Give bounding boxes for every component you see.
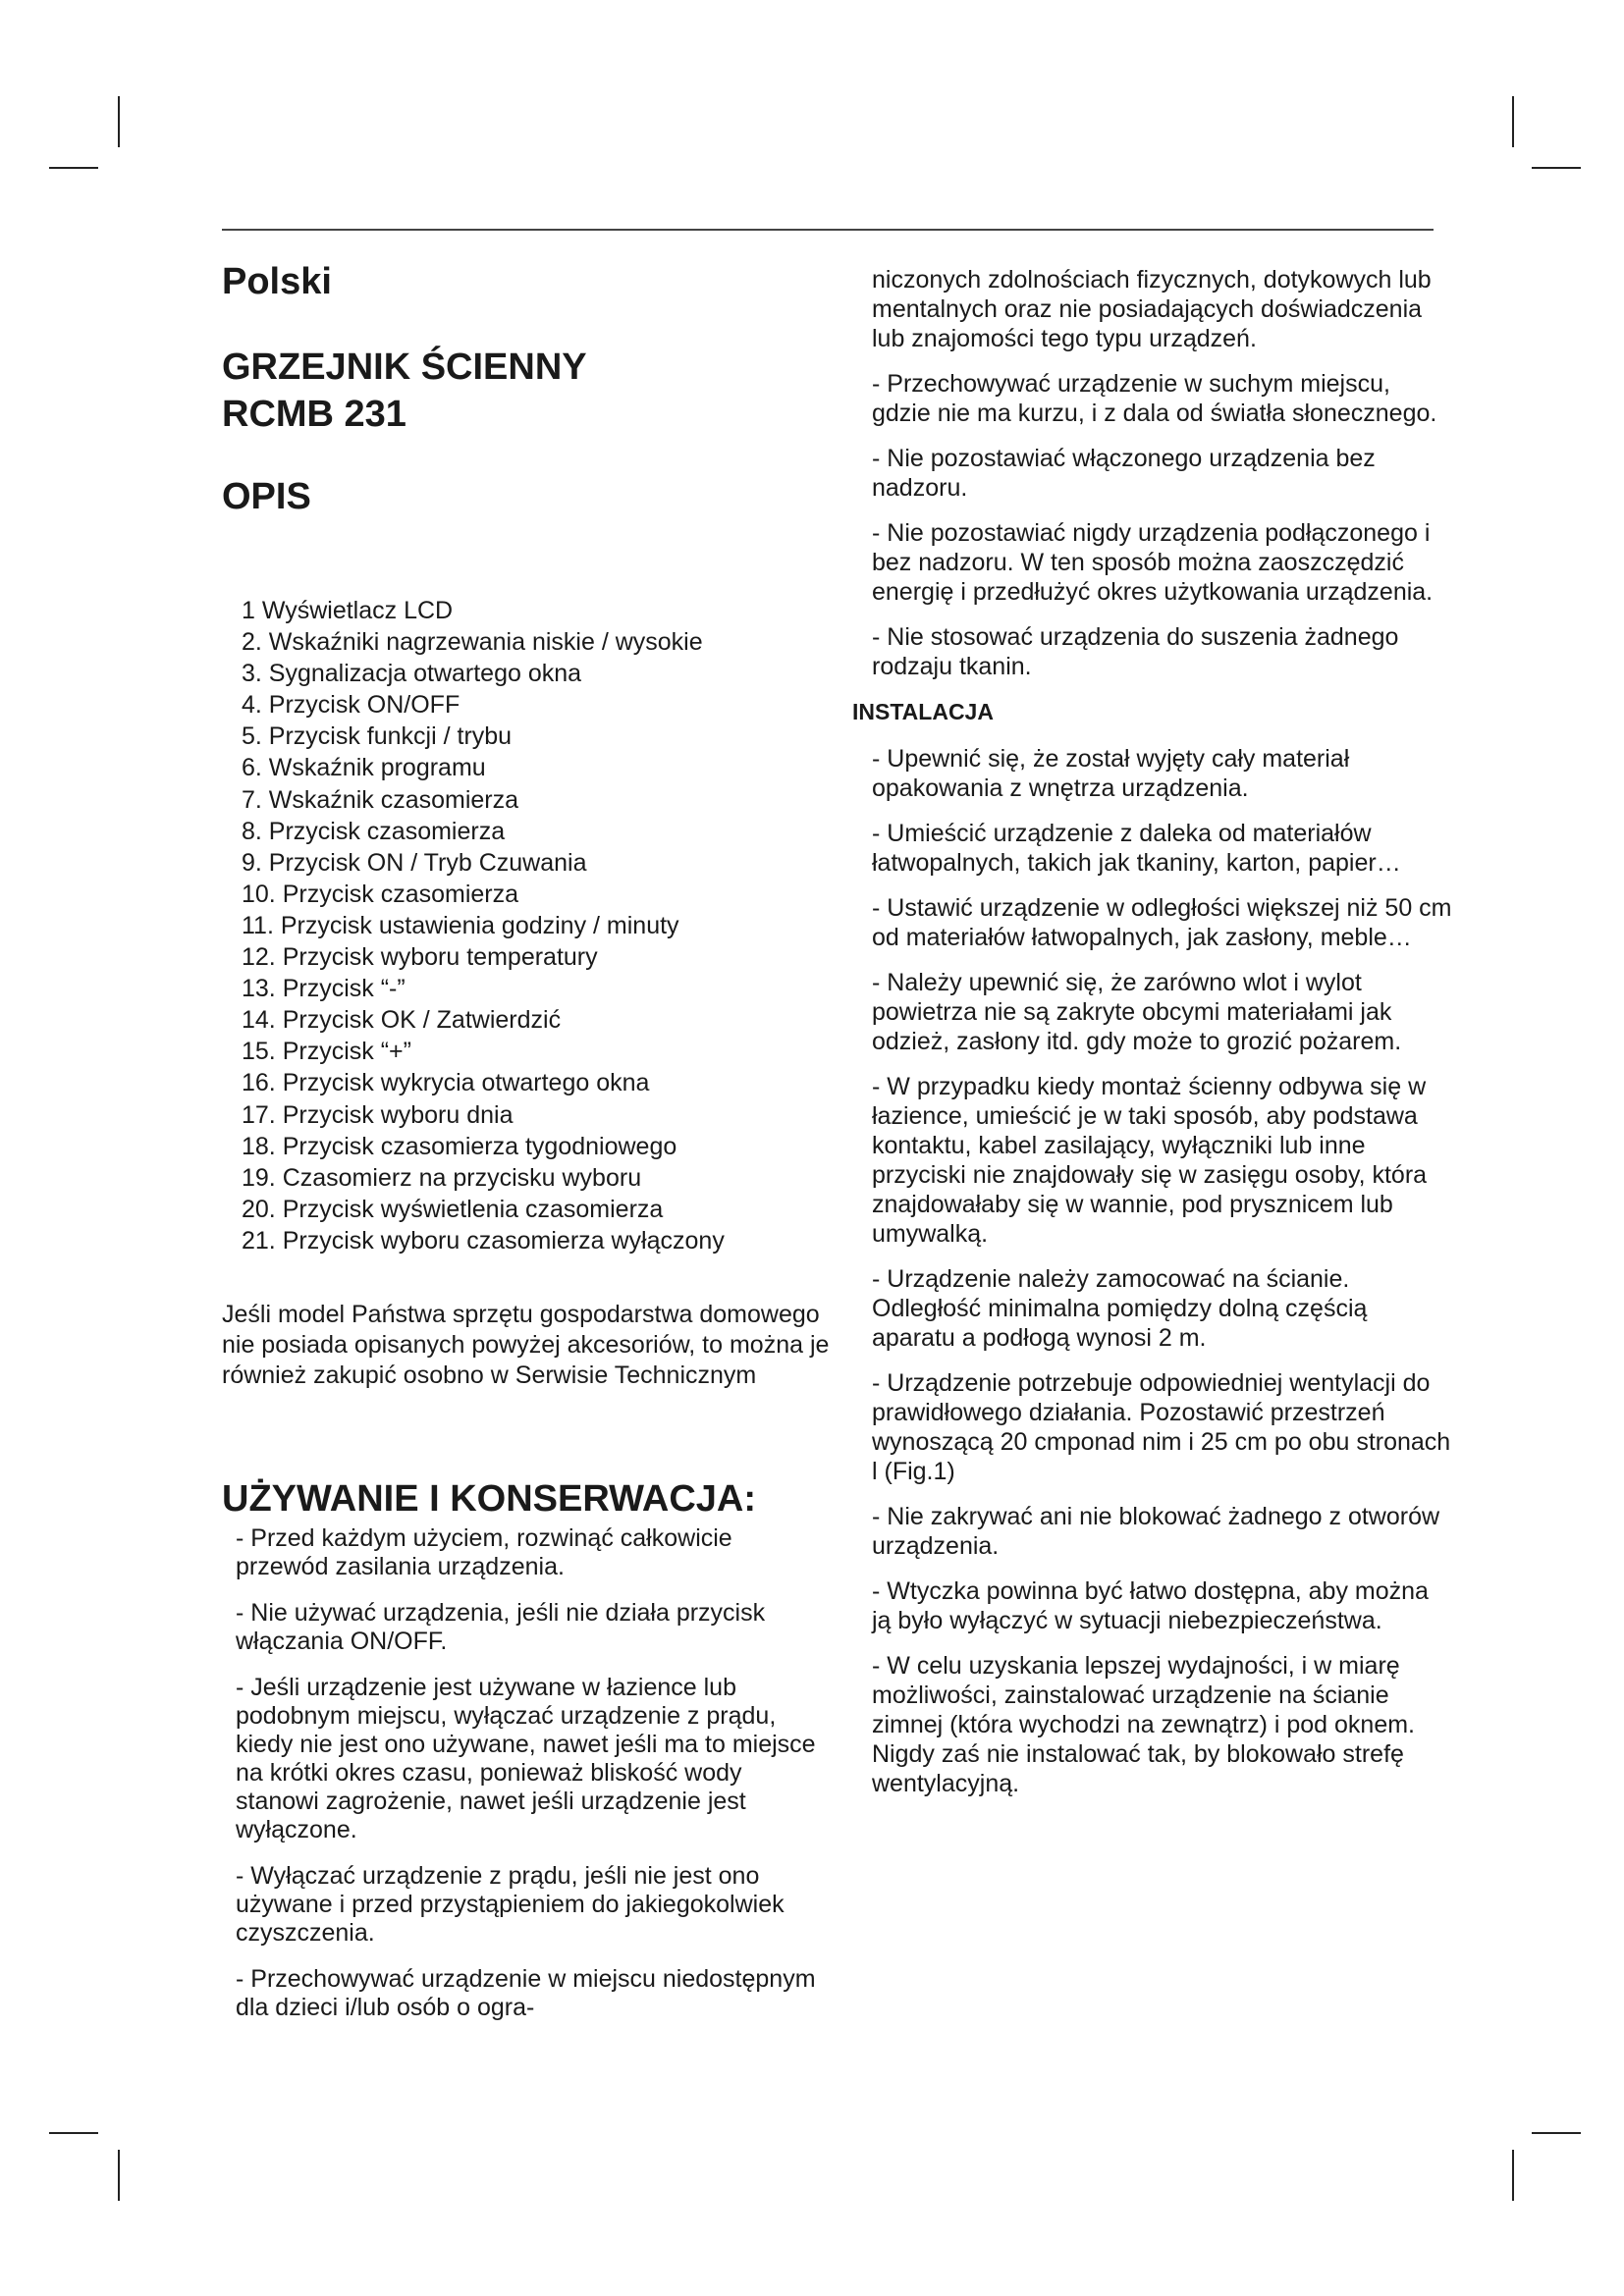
list-item: 4. Przycisk ON/OFF bbox=[242, 691, 460, 720]
accessories-note: Jeśli model Państwa sprzętu gospodarstwa domowego nie posiada opisanych powyżej akcesoriów, to można je również zakupić osobno w Serwisie Technicznym bbox=[222, 1300, 830, 1389]
list-item: 3. Sygnalizacja otwartego okna bbox=[242, 660, 582, 688]
product-model: RCMB 231 bbox=[222, 394, 406, 435]
list-item: 6. Wskaźnik programu bbox=[242, 754, 486, 782]
list-item: 12. Przycisk wyboru temperatury bbox=[242, 943, 598, 972]
crop-mark-bottom-right-h bbox=[1532, 2132, 1581, 2134]
list-item: 8. Przycisk czasomierza bbox=[242, 817, 506, 845]
list-item: - W celu uzyskania lepszej wydajności, i w miarę możliwości, zainstalować urządzenie na ścianie zimnej (która wychodzi na zewnątrz) i pod oknem. Nigdy zaś nie instalować tak, by blokowało strefę wentylacyjną. bbox=[872, 1652, 1416, 1797]
list-item: - Wyłączać urządzenie z prądu, jeśli nie jest ono używane i przed przystąpieniem do jakiegokolwiek czyszczenia. bbox=[236, 1861, 785, 1947]
list-item: 16. Przycisk wykrycia otwartego okna bbox=[242, 1069, 650, 1097]
list-item: - Nie stosować urządzenia do suszenia żadnego rodzaju tkanin. bbox=[872, 623, 1399, 680]
list-item: - Urządzenie należy zamocować na ścianie. Odległość minimalna pomiędzy dolną częścią aparatu a podłogą wynosi 2 m. bbox=[872, 1265, 1368, 1352]
list-item: - Upewnić się, że został wyjęty cały materiał opakowania z wnętrza urządzenia. bbox=[872, 745, 1350, 802]
list-item: - Urządzenie potrzebuje odpowiedniej wentylacji do prawidłowego działania. Pozostawić przestrzeń wynoszącą 20 cmponad nim i 25 cm po obu stronach l (Fig.1) bbox=[872, 1369, 1451, 1485]
usage-list bbox=[236, 1524, 831, 2022]
section-heading-usage: UŻYWANIE I KONSERWACJA: bbox=[222, 1477, 757, 1520]
list-item: - Nie zakrywać ani nie blokować żadnego z otworów urządzenia. bbox=[872, 1503, 1440, 1560]
crop-mark-bottom-right-v bbox=[1512, 2150, 1514, 2201]
crop-mark-bottom-left-h bbox=[49, 2132, 98, 2134]
list-item: 19. Czasomierz na przycisku wyboru bbox=[242, 1163, 642, 1192]
left-column bbox=[222, 257, 831, 2040]
section-heading-installation: INSTALACJA bbox=[852, 699, 994, 724]
list-item: 5. Przycisk funkcji / trybu bbox=[242, 722, 513, 751]
list-item: 20. Przycisk wyświetlenia czasomierza bbox=[242, 1195, 664, 1223]
right-column bbox=[852, 265, 1453, 1814]
list-item: 13. Przycisk “-” bbox=[242, 975, 406, 1003]
usage-list-continued bbox=[864, 369, 1453, 681]
crop-mark-top-left-h bbox=[49, 167, 98, 169]
product-title bbox=[222, 344, 831, 438]
crop-mark-top-right-v bbox=[1512, 96, 1514, 147]
list-item: - Przed każdym użyciem, rozwinąć całkowicie przewód zasilania urządzenia. bbox=[236, 1523, 732, 1580]
product-title-line1: GRZEJNIK ŚCIENNY bbox=[222, 347, 587, 388]
list-item: 11. Przycisk ustawienia godziny / minuty bbox=[242, 911, 679, 939]
list-item: 17. Przycisk wyboru dnia bbox=[242, 1100, 514, 1129]
list-item: - Wtyczka powinna być łatwo dostępna, aby można ją było wyłączyć w sytuacji niebezpieczeństwa. bbox=[872, 1577, 1429, 1634]
list-item: 18. Przycisk czasomierza tygodniowego bbox=[242, 1132, 677, 1160]
list-item: - Nie używać urządzenia, jeśli nie działa przycisk włączania ON/OFF. bbox=[236, 1598, 766, 1655]
list-item: - Ustawić urządzenie w odległości większej niż 50 cm od materiałów łatwopalnych, jak zasłony, meble… bbox=[872, 894, 1452, 951]
list-item: - Przechowywać urządzenie w miejscu niedostępnym dla dzieci i/lub osób o ogra- bbox=[236, 1964, 816, 2021]
list-item: - Przechowywać urządzenie w suchym miejscu, gdzie nie ma kurzu, i z dala od światła słonecznego. bbox=[872, 370, 1437, 427]
list-item: 10. Przycisk czasomierza bbox=[242, 880, 519, 908]
crop-mark-bottom-left-v bbox=[118, 2150, 120, 2201]
crop-mark-top-right-h bbox=[1532, 167, 1581, 169]
crop-mark-top-left-v bbox=[118, 96, 120, 147]
list-item: 21. Przycisk wyboru czasomierza wyłączony bbox=[242, 1226, 725, 1255]
section-heading-opis: OPIS bbox=[222, 476, 311, 517]
installation-list bbox=[864, 744, 1453, 1798]
list-item: 7. Wskaźnik czasomierza bbox=[242, 785, 519, 814]
list-item: 9. Przycisk ON / Tryb Czuwania bbox=[242, 848, 587, 877]
list-item: - Nie pozostawiać nigdy urządzenia podłączonego i bez nadzoru. W ten sposób można zaoszczędzić energię i przedłużyć okres użytkowania urządzenia. bbox=[872, 519, 1434, 606]
header-rule bbox=[222, 229, 1434, 231]
list-item: 14. Przycisk OK / Zatwierdzić bbox=[242, 1006, 562, 1035]
list-item: - Nie pozostawiać włączonego urządzenia bez nadzoru. bbox=[872, 445, 1376, 502]
list-item: - Jeśli urządzenie jest używane w łazience lub podobnym miejscu, wyłączać urządzenie z prądu, kiedy nie jest ono używane, nawet jeśli ma to miejsce na krótki okres czasu, ponieważ bliskość wody stanowi zagrożenie, nawet jeśli urządzenie jest wyłączone. bbox=[236, 1673, 816, 1843]
usage-continuation: niczonych zdolnościach fizycznych, dotykowych lub mentalnych oraz nie posiadających doświadczenia lub znajomości tego typu urządzeń. bbox=[872, 266, 1432, 352]
list-item: 15. Przycisk “+” bbox=[242, 1038, 411, 1066]
language-heading: Polski bbox=[222, 261, 332, 302]
list-item: - Należy upewnić się, że zarówno wlot i wylot powietrza nie są zakryte obcymi materiałami jak odzież, zasłony itd. gdy może to grozić pożarem. bbox=[872, 969, 1402, 1055]
list-item: 1 Wyświetlacz LCD bbox=[242, 597, 454, 624]
parts-list bbox=[242, 595, 831, 1256]
list-item: 2. Wskaźniki nagrzewania niskie / wysokie bbox=[242, 628, 703, 657]
list-item: - W przypadku kiedy montaż ścienny odbywa się w łazience, umieścić je w taki sposób, aby podstawa kontaktu, kabel zasilający, wyłączniki lub inne przyciski nie znajdowały się w zasięgu osoby, która znajdowałaby się w wannie, pod prysznicem lub umywalką. bbox=[872, 1073, 1428, 1248]
list-item: - Umieścić urządzenie z daleka od materiałów łatwopalnych, takich jak tkaniny, karton, papier… bbox=[872, 820, 1401, 877]
